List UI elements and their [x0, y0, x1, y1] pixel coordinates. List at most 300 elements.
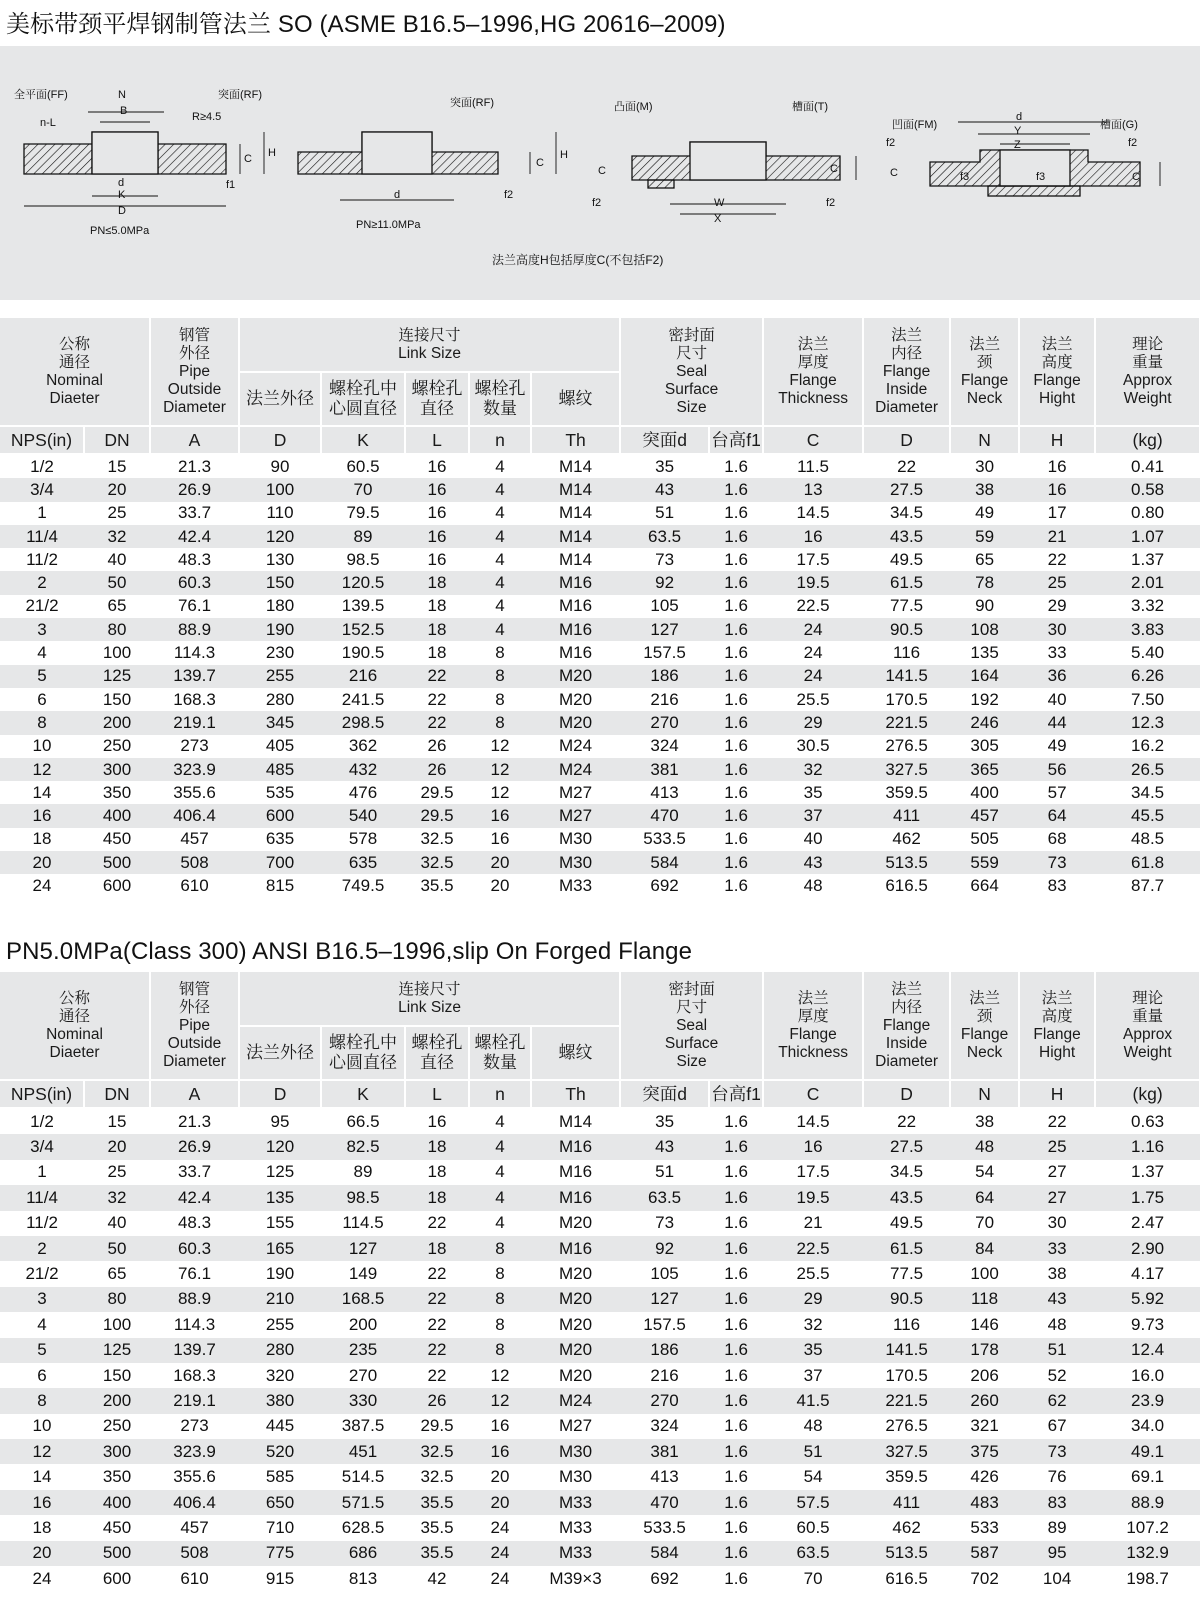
- table-cell: 485: [239, 758, 321, 781]
- table-cell: 508: [150, 1541, 239, 1566]
- table-cell: 476: [321, 781, 405, 804]
- table-cell: 43: [620, 478, 709, 501]
- svg-text:B: B: [120, 105, 128, 117]
- table-cell: 4: [0, 1312, 84, 1337]
- table-cell: 11/2: [0, 1211, 84, 1236]
- table-cell: 298.5: [321, 711, 405, 734]
- table-cell: 3.32: [1095, 595, 1200, 618]
- table-cell: 155: [239, 1211, 321, 1236]
- table-cell: 35.5: [405, 1541, 469, 1566]
- table-cell: 1.6: [709, 525, 763, 548]
- table-cell: 18: [405, 1160, 469, 1185]
- table-cell: 508: [150, 851, 239, 874]
- table-cell: 22: [405, 688, 469, 711]
- table-cell: 141.5: [863, 1338, 950, 1363]
- table-cell: 60.3: [150, 1236, 239, 1261]
- table-cell: 105: [620, 595, 709, 618]
- table-cell: 20: [84, 1134, 150, 1159]
- table-cell: M20: [531, 1261, 620, 1286]
- table-cell: 200: [84, 711, 150, 734]
- table-cell: 43: [763, 851, 863, 874]
- table-cell: 2.47: [1095, 1211, 1200, 1236]
- table-cell: 300: [84, 758, 150, 781]
- table-cell: 32.5: [405, 851, 469, 874]
- table-cell: 40: [84, 548, 150, 571]
- table-cell: 12.3: [1095, 711, 1200, 734]
- table-cell: 815: [239, 874, 321, 897]
- table-cell: 221.5: [863, 1388, 950, 1413]
- table-cell: 27: [1019, 1185, 1095, 1210]
- table-cell: 92: [620, 571, 709, 594]
- table-cell: 32.5: [405, 1464, 469, 1489]
- table-cell: 139.5: [321, 595, 405, 618]
- table-cell: 164: [950, 665, 1019, 688]
- svg-text:C: C: [1132, 171, 1140, 183]
- table-cell: 445: [239, 1414, 321, 1439]
- table-cell: 200: [84, 1388, 150, 1413]
- table-cell: 280: [239, 688, 321, 711]
- flange-table-1: [0, 318, 1200, 898]
- table-cell: 1.6: [709, 502, 763, 525]
- table-cell: 1.75: [1095, 1185, 1200, 1210]
- table-cell: 84: [950, 1236, 1019, 1261]
- table-cell: 22: [405, 1312, 469, 1337]
- table-cell: 32: [84, 1185, 150, 1210]
- table-row: [0, 1490, 1200, 1515]
- table-row: [0, 1541, 1200, 1566]
- table-cell: 48: [763, 1414, 863, 1439]
- table-cell: M14: [531, 548, 620, 571]
- table-cell: 49: [950, 502, 1019, 525]
- table-cell: 20: [469, 1464, 531, 1489]
- table-cell: M24: [531, 735, 620, 758]
- table-cell: 8: [469, 665, 531, 688]
- table-cell: 255: [239, 1312, 321, 1337]
- table-cell: 35: [620, 1108, 709, 1134]
- table-cell: 8: [469, 1287, 531, 1312]
- table-cell: 90.5: [863, 1287, 950, 1312]
- table-cell: 23.9: [1095, 1388, 1200, 1413]
- table-cell: 22: [405, 1363, 469, 1388]
- table-cell: 323.9: [150, 758, 239, 781]
- table-cell: 5: [0, 665, 84, 688]
- table-cell: 69.1: [1095, 1464, 1200, 1489]
- table-cell: 25: [84, 1160, 150, 1185]
- svg-text:f1: f1: [226, 179, 236, 191]
- table-cell: 43.5: [863, 525, 950, 548]
- svg-text:N: N: [118, 89, 126, 101]
- table-cell: 406.4: [150, 1490, 239, 1515]
- table-cell: 4: [0, 641, 84, 664]
- table-cell: 400: [950, 781, 1019, 804]
- table-cell: 65: [950, 548, 1019, 571]
- flange-cross-section-drawings: [0, 46, 1200, 300]
- table-cell: 12: [0, 758, 84, 781]
- table-cell: 405: [239, 735, 321, 758]
- table-row: [0, 1439, 1200, 1464]
- table-cell: 17: [1019, 502, 1095, 525]
- table-cell: 30: [1019, 618, 1095, 641]
- table-cell: 90.5: [863, 618, 950, 641]
- table-cell: 540: [321, 804, 405, 827]
- table-cell: 22.5: [763, 595, 863, 618]
- table-cell: 41.5: [763, 1388, 863, 1413]
- table-cell: 114.3: [150, 1312, 239, 1337]
- table-cell: 273: [150, 1414, 239, 1439]
- table-cell: 1.07: [1095, 525, 1200, 548]
- table-cell: 90: [950, 595, 1019, 618]
- table-cell: 0.63: [1095, 1108, 1200, 1134]
- svg-text:D: D: [118, 205, 126, 217]
- table-cell: 25.5: [763, 1261, 863, 1286]
- table-cell: 21.3: [150, 454, 239, 478]
- table-cell: 17.5: [763, 1160, 863, 1185]
- table-cell: 26.5: [1095, 758, 1200, 781]
- table-cell: 88.9: [1095, 1490, 1200, 1515]
- table-cell: 1.16: [1095, 1134, 1200, 1159]
- table-cell: 0.41: [1095, 454, 1200, 478]
- table-row: [0, 1236, 1200, 1261]
- table-cell: 29.5: [405, 804, 469, 827]
- svg-text:f3: f3: [960, 171, 970, 183]
- table-cell: 15: [84, 1108, 150, 1134]
- table-cell: 35.5: [405, 1490, 469, 1515]
- table-cell: 65: [84, 1261, 150, 1286]
- svg-text:C: C: [890, 167, 898, 179]
- table-cell: 3: [0, 618, 84, 641]
- table-cell: 73: [620, 1211, 709, 1236]
- table-cell: 600: [239, 804, 321, 827]
- table-cell: 355.6: [150, 1464, 239, 1489]
- table-cell: 89: [1019, 1515, 1095, 1540]
- table-cell: 135: [950, 641, 1019, 664]
- table-cell: 4: [469, 618, 531, 641]
- table-cell: 22: [405, 1211, 469, 1236]
- table-cell: M14: [531, 525, 620, 548]
- table-cell: 432: [321, 758, 405, 781]
- flange-table-2: [0, 972, 1200, 1591]
- table-row: [0, 804, 1200, 827]
- table-cell: 1.6: [709, 688, 763, 711]
- svg-text:X: X: [714, 213, 722, 225]
- table-cell: 67: [1019, 1414, 1095, 1439]
- table-cell: M30: [531, 828, 620, 851]
- table-cell: M16: [531, 1160, 620, 1185]
- svg-text:d: d: [394, 189, 401, 201]
- table-cell: 51: [620, 1160, 709, 1185]
- table-cell: 8: [469, 1236, 531, 1261]
- table-cell: M16: [531, 571, 620, 594]
- table-cell: 323.9: [150, 1439, 239, 1464]
- table-cell: 54: [950, 1160, 1019, 1185]
- table-cell: 107.2: [1095, 1515, 1200, 1540]
- table-cell: M27: [531, 781, 620, 804]
- table-row: [0, 735, 1200, 758]
- table-row: [0, 454, 1200, 478]
- table-cell: 1.6: [709, 874, 763, 897]
- table-cell: 170.5: [863, 688, 950, 711]
- table-cell: 49.5: [863, 548, 950, 571]
- table-cell: 513.5: [863, 851, 950, 874]
- table-cell: 157.5: [620, 1312, 709, 1337]
- table-cell: 270: [321, 1363, 405, 1388]
- table-cell: 362: [321, 735, 405, 758]
- table-cell: 118: [950, 1287, 1019, 1312]
- table-cell: M20: [531, 711, 620, 734]
- table-cell: 235: [321, 1338, 405, 1363]
- table-cell: 600: [84, 1566, 150, 1591]
- table-cell: 457: [150, 828, 239, 851]
- table-cell: 587: [950, 1541, 1019, 1566]
- table-cell: 3.83: [1095, 618, 1200, 641]
- table-cell: 56: [1019, 758, 1095, 781]
- table-cell: 381: [620, 1439, 709, 1464]
- table-cell: 0.58: [1095, 478, 1200, 501]
- svg-text:n-L: n-L: [40, 117, 56, 129]
- table-cell: 280: [239, 1338, 321, 1363]
- table-cell: 64: [1019, 804, 1095, 827]
- table-cell: M14: [531, 502, 620, 525]
- table-cell: 616.5: [863, 1566, 950, 1591]
- table-cell: 22: [863, 454, 950, 478]
- table-cell: M30: [531, 1464, 620, 1489]
- svg-text:凸面(M): 凸面(M): [614, 101, 653, 113]
- table-cell: 98.5: [321, 1185, 405, 1210]
- table-row: [0, 1108, 1200, 1134]
- table-cell: 120: [239, 525, 321, 548]
- table-cell: 1.37: [1095, 1160, 1200, 1185]
- table-cell: 1.6: [709, 758, 763, 781]
- table-cell: M16: [531, 1236, 620, 1261]
- table-cell: 43: [1019, 1287, 1095, 1312]
- table-row: [0, 711, 1200, 734]
- table-cell: 1.6: [709, 711, 763, 734]
- table-cell: 584: [620, 851, 709, 874]
- table-cell: 18: [405, 1134, 469, 1159]
- table-cell: 7.50: [1095, 688, 1200, 711]
- table-cell: 11/2: [0, 548, 84, 571]
- table-cell: 60.5: [763, 1515, 863, 1540]
- table-cell: 42.4: [150, 525, 239, 548]
- table-row: [0, 525, 1200, 548]
- table-cell: 533.5: [620, 828, 709, 851]
- table-cell: 88.9: [150, 618, 239, 641]
- table-cell: 5.92: [1095, 1287, 1200, 1312]
- table-cell: 4: [469, 1134, 531, 1159]
- table-cell: 186: [620, 1338, 709, 1363]
- table-row: [0, 548, 1200, 571]
- table-cell: 350: [84, 781, 150, 804]
- table-cell: 125: [239, 1160, 321, 1185]
- table-cell: 1.6: [709, 1211, 763, 1236]
- table-cell: 25: [1019, 571, 1095, 594]
- table-cell: 1.6: [709, 1464, 763, 1489]
- table-row: [0, 1312, 1200, 1337]
- table-cell: 451: [321, 1439, 405, 1464]
- table-cell: 57: [1019, 781, 1095, 804]
- table-cell: 1.6: [709, 1541, 763, 1566]
- table-cell: 359.5: [863, 1464, 950, 1489]
- table-cell: 16: [0, 1490, 84, 1515]
- table-cell: 22: [405, 1261, 469, 1286]
- figure-note: 法兰高度H包括厚度C(不包括F2): [492, 253, 664, 267]
- table-cell: 114.3: [150, 641, 239, 664]
- table-cell: M27: [531, 804, 620, 827]
- table-cell: 73: [1019, 851, 1095, 874]
- table-cell: 50: [84, 1236, 150, 1261]
- table-cell: 210: [239, 1287, 321, 1312]
- table-cell: 98.5: [321, 548, 405, 571]
- table-cell: 26: [405, 1388, 469, 1413]
- table-cell: 76.1: [150, 595, 239, 618]
- table-cell: M16: [531, 1185, 620, 1210]
- table-cell: 513.5: [863, 1541, 950, 1566]
- table-cell: 57.5: [763, 1490, 863, 1515]
- table-cell: 584: [620, 1541, 709, 1566]
- table-cell: 14.5: [763, 1108, 863, 1134]
- table-cell: 1.6: [709, 1515, 763, 1540]
- table-cell: 345: [239, 711, 321, 734]
- table-cell: 650: [239, 1490, 321, 1515]
- table-cell: 35: [620, 454, 709, 478]
- table-cell: 20: [84, 478, 150, 501]
- table-cell: 152.5: [321, 618, 405, 641]
- table-cell: 219.1: [150, 1388, 239, 1413]
- table-cell: 168.3: [150, 688, 239, 711]
- table-cell: 38: [950, 478, 1019, 501]
- table-cell: 198.7: [1095, 1566, 1200, 1591]
- table-cell: 62: [1019, 1388, 1095, 1413]
- table-cell: 29: [763, 711, 863, 734]
- table-cell: 65: [84, 595, 150, 618]
- table-cell: 52: [1019, 1363, 1095, 1388]
- table-cell: 15: [84, 454, 150, 478]
- table-cell: 49.1: [1095, 1439, 1200, 1464]
- table-cell: 1.6: [709, 1338, 763, 1363]
- table-cell: 64: [950, 1185, 1019, 1210]
- table-cell: 276.5: [863, 735, 950, 758]
- table-cell: 1.6: [709, 804, 763, 827]
- table-cell: 16: [763, 525, 863, 548]
- table-cell: 186: [620, 665, 709, 688]
- table-cell: 51: [763, 1439, 863, 1464]
- table-cell: 300: [84, 1439, 150, 1464]
- svg-text:PN≤5.0MPa: PN≤5.0MPa: [90, 225, 150, 237]
- table-cell: 2.01: [1095, 571, 1200, 594]
- table-cell: 48.5: [1095, 828, 1200, 851]
- table-cell: 4: [469, 478, 531, 501]
- table-cell: 178: [950, 1338, 1019, 1363]
- table-cell: 95: [1019, 1541, 1095, 1566]
- svg-text:C: C: [536, 157, 544, 169]
- table-cell: 6: [0, 688, 84, 711]
- table-cell: 24: [469, 1566, 531, 1591]
- table-cell: 33: [1019, 641, 1095, 664]
- table-cell: 16: [1019, 478, 1095, 501]
- table-cell: 25: [1019, 1134, 1095, 1159]
- table-cell: M16: [531, 641, 620, 664]
- table-cell: 48: [950, 1134, 1019, 1159]
- table-cell: 135: [239, 1185, 321, 1210]
- table-cell: 1.6: [709, 1185, 763, 1210]
- table-cell: 635: [239, 828, 321, 851]
- table-cell: 1.6: [709, 641, 763, 664]
- table-cell: 89: [321, 525, 405, 548]
- seal-header: 密封面 尺寸 Seal Surface Size: [620, 318, 763, 426]
- table-cell: 585: [239, 1464, 321, 1489]
- table-cell: 500: [84, 851, 150, 874]
- nominal-header: 公称 通径 Nominal Diaeter: [0, 318, 150, 426]
- table-cell: 141.5: [863, 665, 950, 688]
- table-cell: 1.6: [709, 478, 763, 501]
- table-cell: 1.6: [709, 1490, 763, 1515]
- table-cell: 12: [469, 1363, 531, 1388]
- table-cell: 51: [1019, 1338, 1095, 1363]
- table-cell: 813: [321, 1566, 405, 1591]
- table-cell: 0.80: [1095, 502, 1200, 525]
- table-cell: 168.3: [150, 1363, 239, 1388]
- table-cell: 132.9: [1095, 1541, 1200, 1566]
- table-cell: 25.5: [763, 688, 863, 711]
- table-cell: 270: [620, 1388, 709, 1413]
- table-cell: M39×3: [531, 1566, 620, 1591]
- table-cell: 157.5: [620, 641, 709, 664]
- svg-text:槽面(G): 槽面(G): [1100, 119, 1138, 131]
- table-row: [0, 1261, 1200, 1286]
- table-cell: 8: [469, 688, 531, 711]
- table-cell: 73: [1019, 1439, 1095, 1464]
- table-cell: 1.6: [709, 1414, 763, 1439]
- table-row: [0, 758, 1200, 781]
- table-cell: 73: [620, 548, 709, 571]
- table-cell: 50: [84, 571, 150, 594]
- table-cell: 520: [239, 1439, 321, 1464]
- table-cell: 411: [863, 804, 950, 827]
- table-cell: 1.6: [709, 1388, 763, 1413]
- table-cell: 6.26: [1095, 665, 1200, 688]
- table-cell: 168.5: [321, 1287, 405, 1312]
- table-cell: 1.6: [709, 828, 763, 851]
- table-cell: 150: [84, 688, 150, 711]
- neck-header: 法兰 颈 Flange Neck: [950, 318, 1019, 426]
- svg-text:f2: f2: [826, 197, 836, 209]
- table-row: [0, 1388, 1200, 1413]
- table-header: 公称 通径 Nominal Diaeter 钢管 外径 Pipe Outside Diameter 连接尺寸 Link Size 密封面 尺寸 Seal Surface Size 法兰 厚度 Flange Thickness 法兰 内径 Flange Inside Diameter 法兰 颈 Flange Neck 法兰 高度 Flange Hight 理论 重量 Approx Weight 法兰外径 螺栓孔中 心圆直径 螺栓孔 直径 螺栓孔 数量 螺纹 NPS(in) DN A D K L n Th 突面d 台高f1 C D N H (kg): [0, 972, 1200, 1108]
- table-row: [0, 1363, 1200, 1388]
- table-cell: 18: [405, 571, 469, 594]
- table-cell: 3: [0, 1287, 84, 1312]
- table-cell: 16: [405, 502, 469, 525]
- table-cell: 83: [1019, 874, 1095, 897]
- table-row: [0, 502, 1200, 525]
- svg-text:f2: f2: [592, 197, 602, 209]
- table-cell: 413: [620, 781, 709, 804]
- table-cell: 22: [405, 711, 469, 734]
- table-cell: 127: [620, 618, 709, 641]
- table-row: [0, 665, 1200, 688]
- table-cell: 70: [950, 1211, 1019, 1236]
- table-cell: 120: [239, 1134, 321, 1159]
- table-cell: 462: [863, 828, 950, 851]
- table-row: [0, 571, 1200, 594]
- table-cell: 387.5: [321, 1414, 405, 1439]
- table-cell: 411: [863, 1490, 950, 1515]
- table-cell: 1.6: [709, 1236, 763, 1261]
- table-cell: 1/2: [0, 1108, 84, 1134]
- table-cell: 36: [1019, 665, 1095, 688]
- table-cell: 535: [239, 781, 321, 804]
- table-cell: 1/2: [0, 454, 84, 478]
